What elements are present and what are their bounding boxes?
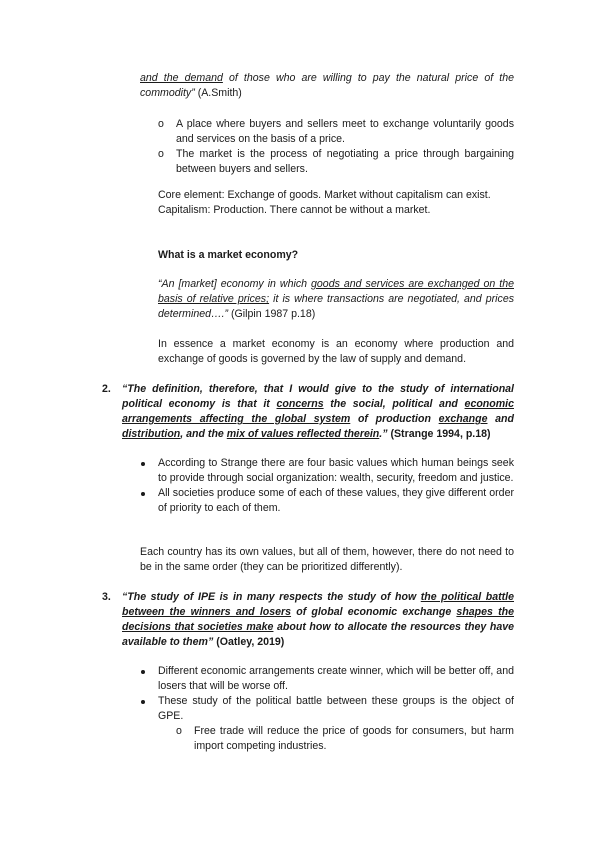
item2-quote-part: .” <box>379 428 388 440</box>
numbered-item-2 <box>102 382 515 442</box>
circle-bullet-icon: o <box>176 725 182 737</box>
market-economy-heading <box>158 248 514 263</box>
item3-citation: (Oatley, 2019) <box>213 636 285 648</box>
intro-quote-text: of those who are willing to pay the natural price of the commodity” <box>140 72 514 99</box>
list-item-text: The market is the process of negotiating a price through bargaining between buyers and sellers. <box>176 148 514 175</box>
gilpin-quote <box>158 277 514 322</box>
circle-bullet-icon: o <box>158 118 164 130</box>
item2-quote-underlined: mix of values reflected therein <box>226 428 380 440</box>
bullet-icon <box>141 462 145 466</box>
heading-text: What is a market economy? <box>158 249 299 261</box>
bullet-icon <box>141 492 145 496</box>
item2-bullet-list <box>158 456 514 516</box>
item3-quote-underlined: the political battle between the winners and losers <box>122 591 514 618</box>
bullet-icon <box>141 670 145 674</box>
list-item <box>158 694 514 724</box>
intro-quote-citation: (A.Smith) <box>194 87 242 99</box>
item2-quote-part: “The definition, therefore, that I would give to the study of international political economy is that it <box>122 383 514 410</box>
list-item-text: All societies produce some of each of these values, they give different order of priority to each of them. <box>158 487 514 514</box>
item2-quote-part: , and the <box>180 428 227 440</box>
gilpin-quote-underlined: goods and services are exchanged on the basis of relative prices; <box>158 278 514 305</box>
item-number: 3. <box>102 591 111 603</box>
item3-sub-bullet-list <box>176 724 514 754</box>
intro-quote-underlined: and the demand <box>140 72 223 84</box>
market-definitions-list <box>158 117 514 177</box>
circle-bullet-icon: o <box>158 148 164 160</box>
list-item-text: Free trade will reduce the price of goods for consumers, but harm import competing industries. <box>194 725 514 752</box>
list-item <box>158 456 514 486</box>
item2-quote-underlined: economic arrangements affecting the global system <box>122 398 514 425</box>
item3-quote-underlined: shapes the decisions that societies make <box>122 606 514 633</box>
item2-citation: (Strange 1994, p.18) <box>387 428 491 440</box>
capitalism-text: Capitalism: Production. There cannot be without a market. <box>158 204 431 216</box>
gilpin-quote-open: “An [market] economy in which <box>158 278 312 290</box>
bullet-icon <box>141 700 145 704</box>
list-item <box>158 486 514 516</box>
list-item <box>158 147 514 177</box>
core-element-text: Core element: Exchange of goods. Market without capitalism can exist. <box>158 189 491 201</box>
list-item <box>158 664 514 694</box>
gilpin-quote-citation: (Gilpin 1987 p.18) <box>228 308 316 320</box>
item3-quote-part: “The study of IPE is in many respects the study of how <box>122 591 421 603</box>
item2-quote-part: the social, political and <box>323 398 465 410</box>
numbered-item-3 <box>102 590 514 650</box>
item3-bullet-list <box>158 664 514 724</box>
item3-quote-part: of global economic exchange <box>291 606 457 618</box>
list-item <box>158 117 514 147</box>
item2-note <box>140 545 514 575</box>
item2-quote-underlined: concerns <box>276 398 324 410</box>
item-number: 2. <box>102 383 111 395</box>
item2-quote-part: and <box>487 413 515 425</box>
list-item-text: Different economic arrangements create winner, which will be better off, and losers that will be worse off. <box>158 665 514 692</box>
list-item <box>176 724 514 754</box>
item2-quote-part: of production <box>350 413 439 425</box>
list-item-text: A place where buyers and sellers meet to exchange voluntarily goods and services on the basis of a price. <box>176 118 514 145</box>
item3-quote-part: about how to allocate the resources they have available to them” <box>122 621 514 648</box>
essence-text: In essence a market economy is an economy where production and exchange of goods is governed by the law of supply and demand. <box>158 338 514 365</box>
item2-quote-underlined: distribution <box>122 428 181 440</box>
item2-note-text: Each country has its own values, but all of them, however, there do not need to be in the same order (they can be prioritized differently). <box>140 546 514 573</box>
item2-quote-underlined: exchange <box>438 413 488 425</box>
essence-paragraph <box>158 337 514 367</box>
core-element-paragraph <box>158 188 514 218</box>
intro-quote <box>140 71 514 101</box>
list-item-text: These study of the political battle between these groups is the object of GPE. <box>158 695 514 722</box>
list-item-text: According to Strange there are four basic values which human beings seek to provide through social organization: wealth, security, freedom and justice. <box>158 457 514 484</box>
gilpin-quote-rest: it is where transactions are negotiated, and prices determined….” <box>158 293 515 320</box>
